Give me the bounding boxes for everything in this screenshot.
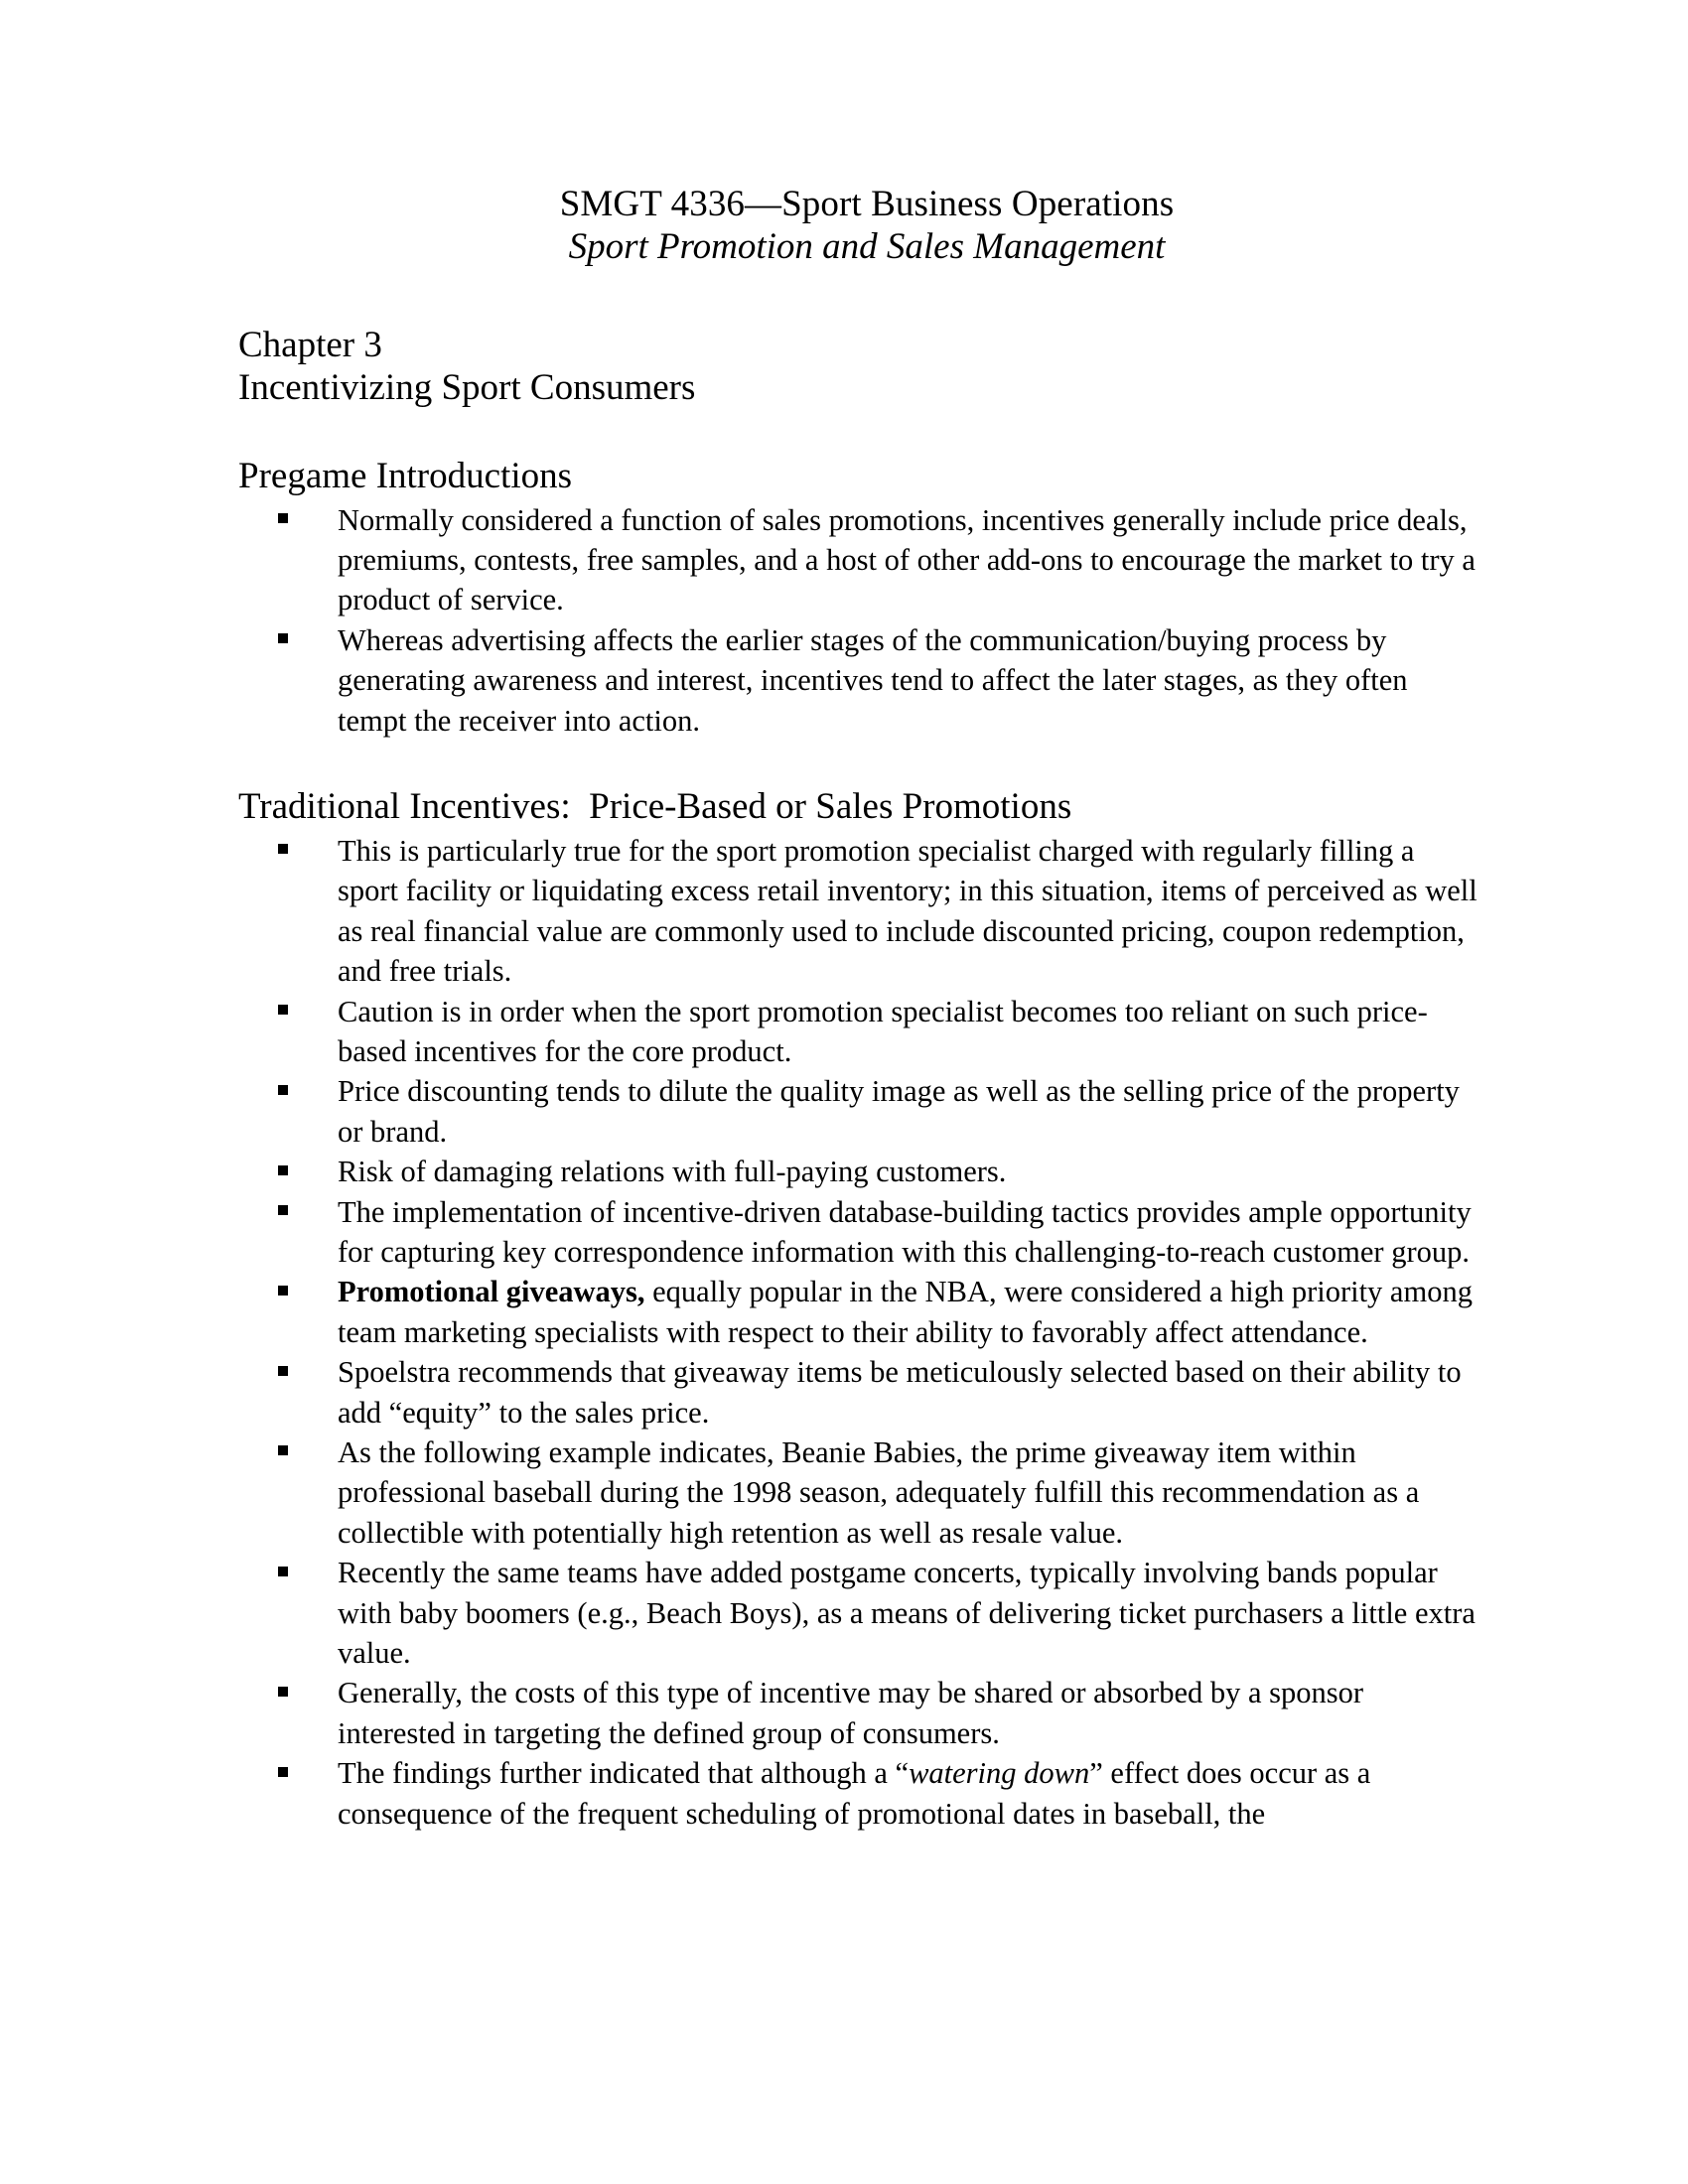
square-bullet-icon bbox=[278, 1445, 288, 1455]
square-bullet-icon bbox=[278, 1366, 288, 1376]
square-bullet-icon bbox=[278, 1567, 288, 1576]
square-bullet-icon bbox=[278, 844, 288, 854]
square-bullet-icon bbox=[278, 1205, 288, 1215]
square-bullet-icon bbox=[278, 1767, 288, 1777]
list-item bbox=[260, 1433, 1479, 1553]
square-bullet-icon bbox=[278, 633, 288, 643]
list-item bbox=[260, 992, 1479, 1072]
list-item-text: The implementation of incentive-driven database-building tactics provides ample opportunity for capturing key correspondence information with this challenging-to-reach customer group. bbox=[338, 1194, 1472, 1269]
list-item-text: Caution is in order when the sport promotion specialist becomes too reliant on such price-based incentives for the core product. bbox=[338, 994, 1428, 1068]
list-item bbox=[260, 1352, 1479, 1433]
section-heading: Traditional Incentives: Price-Based or Sales Promotions bbox=[238, 785, 1072, 827]
list-item bbox=[260, 1272, 1479, 1352]
list-item bbox=[260, 500, 1479, 620]
list-item-text: Normally considered a function of sales promotions, incentives generally include price deals, premiums, contests, free samples, and a host of other add-ons to encourage the market to try a product of service. bbox=[338, 502, 1476, 617]
document-body bbox=[238, 456, 1479, 1834]
square-bullet-icon bbox=[278, 1687, 288, 1697]
list-item-text bbox=[338, 1275, 1473, 1348]
list-item bbox=[260, 1753, 1479, 1834]
square-bullet-icon bbox=[278, 1005, 288, 1015]
list-item-text: Risk of damaging relations with full-paying customers. bbox=[338, 1155, 1007, 1189]
spacer bbox=[238, 269, 1479, 325]
chapter-title: Incentivizing Sport Consumers bbox=[238, 366, 696, 408]
list-item-text: This is particularly true for the sport promotion specialist charged with regularly filling a sport facility or liquidating excess retail inventory; in this situation, items of perceived as well as real financial value are commonly used to include discounted pricing, coupon redemption, and free trials. bbox=[338, 833, 1477, 989]
square-bullet-icon bbox=[278, 1085, 288, 1095]
square-bullet-icon bbox=[278, 1286, 288, 1296]
list-item bbox=[260, 1152, 1479, 1191]
text-run: watering down bbox=[909, 1756, 1090, 1791]
text-run: ” effect does occur as a consequence of the frequent scheduling of promotional dates in baseball, the bbox=[338, 1756, 1371, 1831]
text-run: equally popular in the NBA, were considered a high priority among team marketing specialists with respect to their ability to favorably affect attendance. bbox=[338, 1275, 1473, 1349]
list-item bbox=[260, 620, 1479, 741]
square-bullet-icon bbox=[278, 513, 288, 523]
list-item-text: Price discounting tends to dilute the quality image as well as the selling price of the property or brand. bbox=[338, 1074, 1460, 1149]
text-run: Promotional giveaways, bbox=[338, 1275, 645, 1309]
list-item-text: Spoelstra recommends that giveaway items be meticulously selected based on their ability to add “equity” to the sales price. bbox=[338, 1355, 1462, 1430]
spacer bbox=[238, 741, 1479, 786]
course-title: SMGT 4336—Sport Business Operations bbox=[559, 184, 1175, 224]
list-item-text: Recently the same teams have added postgame concerts, typically involving bands popular with baby boomers (e.g., Beach Boys), as a means of delivering ticket purchasers a little extra value. bbox=[338, 1556, 1476, 1670]
bullet-list bbox=[238, 500, 1479, 741]
list-item-text bbox=[338, 1756, 1370, 1830]
section-heading: Pregame Introductions bbox=[238, 455, 572, 496]
list-item bbox=[260, 831, 1479, 992]
list-item-text: As the following example indicates, Beanie Babies, the prime giveaway item within professional baseball during the 1998 season, adequately fulfill this recommendation as a collectible with potentially high retention as well as resale value. bbox=[338, 1434, 1420, 1550]
course-subtitle: Sport Promotion and Sales Management bbox=[568, 225, 1166, 267]
list-item-text: Generally, the costs of this type of incentive may be shared or absorbed by a sponsor interested in targeting the defined group of consumers. bbox=[338, 1676, 1364, 1750]
spacer bbox=[238, 410, 1479, 456]
bullet-list bbox=[238, 831, 1479, 1834]
chapter-number: Chapter 3 bbox=[238, 324, 382, 365]
list-item bbox=[260, 1553, 1479, 1673]
text-run: The findings further indicated that although a “ bbox=[338, 1756, 910, 1791]
list-item-text: Whereas advertising affects the earlier stages of the communication/buying process by generating awareness and interest, incentives tend to affect the later stages, as they often tempt the receiver into action. bbox=[338, 622, 1408, 738]
square-bullet-icon bbox=[278, 1165, 288, 1175]
list-item bbox=[260, 1192, 1479, 1273]
list-item bbox=[260, 1071, 1479, 1152]
list-item bbox=[260, 1673, 1479, 1753]
